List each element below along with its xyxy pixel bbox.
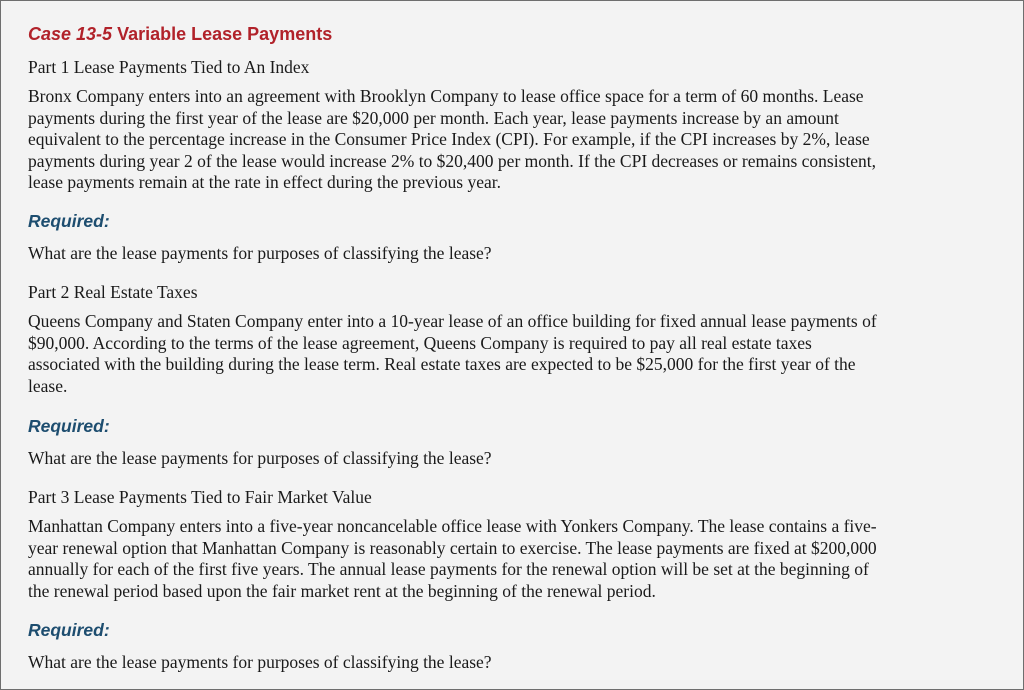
part-1-required-label: Required: — [28, 211, 110, 231]
part-1-paragraph — [28, 86, 876, 194]
part-1-line: equivalent to the percentage increase in the Consumer Price Index (CPI). For example, if the CPI increases by 2%, lease — [28, 129, 870, 149]
part-1-line: Bronx Company enters into an agreement with Brooklyn Company to lease office space for a term of 60 months. Lease — [28, 86, 864, 106]
case-title-text: Variable Lease Payments — [117, 24, 333, 44]
part-2-line: Queens Company and Staten Company enter into a 10-year lease of an office building for fixed annual lease payments of — [28, 311, 877, 331]
part-2-heading: Part 2 Real Estate Taxes — [28, 282, 198, 302]
part-2-line: lease. — [28, 375, 68, 396]
case-title — [28, 21, 332, 47]
part-3-paragraph — [28, 516, 877, 602]
part-2-question: What are the lease payments for purposes of classifying the lease? — [28, 448, 492, 468]
part-3-question: What are the lease payments for purposes of classifying the lease? — [28, 652, 492, 672]
part-1-line: payments during the first year of the lease are $20,000 per month. Each year, lease payments increase by an amount — [28, 107, 839, 128]
part-2-line: $90,000. According to the terms of the lease agreement, Queens Company is required to pay all real estate taxes — [28, 332, 812, 353]
part-3-line: year renewal option that Manhattan Company is reasonably certain to exercise. The lease payments are fixed at $200,000 — [28, 537, 877, 558]
part-3-line: Manhattan Company enters into a five-year noncancelable office lease with Yonkers Company. The lease contains a five- — [28, 516, 877, 536]
part-3-line: annually for each of the first five years. The annual lease payments for the renewal option will be set at the beginning of — [28, 559, 869, 579]
part-1-heading: Part 1 Lease Payments Tied to An Index — [28, 57, 310, 77]
case-number: Case 13-5 — [28, 24, 113, 44]
part-2-line: associated with the building during the lease term. Real estate taxes are expected to be $25,000 for the first year of the — [28, 354, 856, 374]
part-2-paragraph — [28, 311, 877, 397]
part-2-required-label: Required: — [28, 416, 110, 436]
part-3-required-label: Required: — [28, 620, 110, 640]
part-1-line: lease payments remain at the rate in effect during the previous year. — [28, 172, 501, 192]
part-1-question: What are the lease payments for purposes of classifying the lease? — [28, 243, 492, 263]
part-3-heading: Part 3 Lease Payments Tied to Fair Market Value — [28, 487, 372, 507]
part-3-line: the renewal period based upon the fair market rent at the beginning of the renewal period. — [28, 580, 656, 601]
part-1-line: payments during year 2 of the lease would increase 2% to $20,400 per month. If the CPI decreases or remains consistent, — [28, 150, 877, 171]
